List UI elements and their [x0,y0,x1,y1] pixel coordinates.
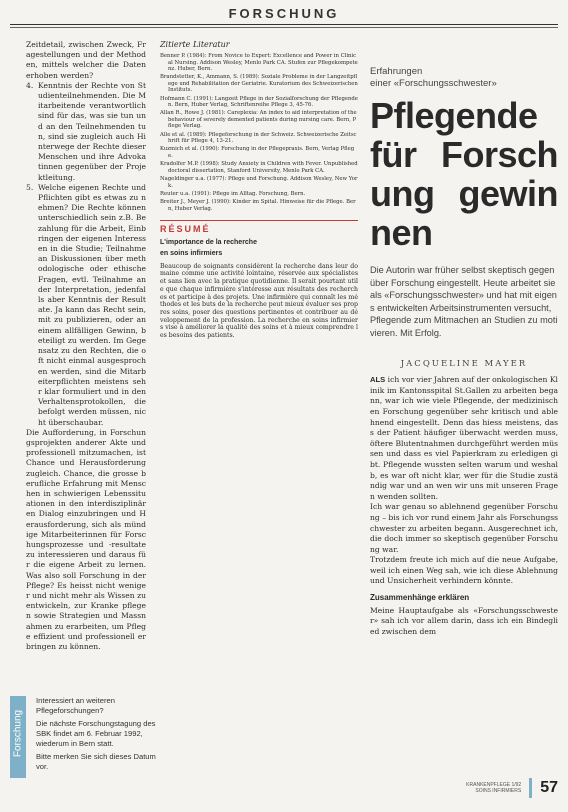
resume-box [160,220,358,340]
body-paragraph: Trotzdem freute ich mich auf die neue Aufgabe, weil ich einen Weg sah, wie ich diese Ablehnung und Unsicherheit verhindern könnte. [370,555,558,586]
list-item [26,81,146,183]
kicker-line: Erfahrungen [370,66,423,77]
article-author: JACQUELINE MAYER [400,359,528,369]
middle-column [160,40,358,340]
header-rule-thin [10,27,558,28]
body-paragraph: Ich war genau so ablehnend gegenüber Forschung – bis ich vor rund einem Jahr als Forschungsschwester zu arbeiten begann. Ausgerechnet ich, die doch immer so skeptisch gegenüber Forschung war. [370,502,558,554]
info-sidebar [10,696,160,778]
sidebar-text [36,696,156,775]
header-rule [10,24,558,25]
reference-item: Breiter J., Meyer J. (1990): Kinder im Spital. Hinweise für die Pflege. Bern, Huber Verlag. [160,199,356,212]
reference-item: Hofmann C. (1991): Langzeit Pflege in der Sozialforschung der Pflegenden. Bern, Huber Verlag, Schriftenreihe Pflege 3, 45-76. [160,95,358,109]
numbered-list [26,81,146,428]
left-conclusion: Die Aufforderung, in Forschungsprojekten anderer Akte und professionell mitzumachen, ist Chance und Herausforderung zugleich. Chance, die grosse berufliche Erfahrung mit Menschen in schwierigen Lebenssituationen in den interdisziplinären Dialog einzubringen und Herausforderung, sich als mündige Mitarbeiterinnen für Forschungsprozesse und -resultate zu interessieren und daraus für die eigene Arbeit zu lernen. Was also soll Forschung in der Pflege? Es heisst nicht weniger und nicht mehr als Wissen zu entwickeln, zur Kranke pflegen sowie Strategien und Massnahmen zu erarbeiten, um Pflege effizient und professionell erbringen zu können. [26,427,146,651]
footer-accent-bar [529,778,532,798]
list-number: 4. [26,80,34,90]
reference-item: Alle et al. (1989): Pflegeforschung in der Schweiz. Schweizerische Zeitschrift für Pflege 4, 13-21. [160,131,357,145]
article-headline: Pflegende für Forschung gewinnen [370,95,558,253]
sidebar-announcement: Die nächste Forschungstagung des SBK findet am 6. Februar 1992, wiederum in Bern statt. [36,719,156,748]
article-kicker [370,66,558,90]
article-lead: Die Autorin war früher selbst skeptisch gegenüber Forschung eingestellt. Heute arbeitet sie als «Forschungsschwester» und hat mit eigens entwickelten Arbeitsinstrumenten versucht, Pflegende zum Mitmachen an Studien zu motivieren. Mit Erfolg. [370,265,558,338]
right-column [370,40,558,637]
resume-label: RÉSUMÉ [160,224,211,235]
article-body [370,375,558,637]
body-paragraph: Meine Hauptaufgabe als «Forschungsschwester» sah ich vor allem darin, dass ich ein Bindeglied zwischen dem [370,605,558,636]
reference-list [160,53,358,212]
list-text: Welche eigenen Rechte und Pflichten gibt es etwas zu nehmen? Die Rechte können unterschiedlich sein z.B. Bezahlung für die Arbeit, Einbringen der eigenen Interessen in die Studie; Teilnahme an Diskussionen über methodologische oder ethische Fragen, evtl. Teilnahme an der Interpretation, jedenfalls aber Kenntnis der Resultate. Ja kann das Recht sein, mit zu publizieren, oder an einem allfälligen Gewinn, beteiligt zu werden. Im Gegensatz zu den Rechten, die oft nicht einmal ausgesprochen werden, sind die Mitarbeiterpflichten meistens sehr klar formuliert und in den Verhaltensprotokollen, die befolgt werden müssen, nicht überschaubar. [38,182,146,427]
resume-title: L'importance de la recherche [160,239,257,247]
list-number: 5. [26,182,34,192]
left-column [26,40,146,651]
reference-item: Kuzmich et al. (1990): Forschung in der Pflegepraxis. Bern, Verlag Pflege. [160,146,355,159]
resume-body: Beaucoup de soignants considèrent la recherche dans leur domaine comme une activité lointaine, réservée aux spécialistes et sans lien avec la pratique quotidienne. Il serait pourtant utile que chaque infirmière s'intéresse aux résultats des recherches et participe à des projets. Une infirmière qui connaît les méthodes et les buts de la recherche peut mieux évaluer ses propres soins, poser des questions pertinentes et contribuer au développement de la profession. La recherche en soins infirmiers vise à améliorer la qualité des soins et à mieux comprendre les besoins des patients. [160,262,358,340]
footer-source-line: SOINS INFIRMIERS [475,788,522,794]
sidebar-vertical-label: Forschung [12,709,24,758]
body-text: ich vor vier Jahren auf der onkologischen Klinik im Kantonsspital St.Gallen zu arbeiten begann, war ich wie viele Pflegende, der medizinischen Forschung gegenüber sehr kritisch und ablehnend eingestellt. Denn das hiess meistens, dass der Patient häufiger überwacht werden muss, öftere Blutentnahmen durchgeführt werden müssen und dass es viel Papierkram zu erledigen gibt. Pflegende wussten selten warum und weshalb, es war oft nicht klar, wer für die Studie zuständig war und an wen wir uns mit unseren Fragen wenden sollten. [370,375,559,501]
article-subheading: Zusammenhänge erklären [370,593,470,603]
page-number: 57 [540,779,558,796]
left-intro: Zeitdetail, zwischen Zweck, Fragestellungen und der Methoden, mittels welcher die Daten erhoben werden? [26,40,146,80]
page-footer [451,778,558,798]
sidebar-note: Bitte merken Sie sich dieses Datum vor. [36,752,156,771]
footer-source [451,782,521,794]
reference-item: Kradolfer M.P. (1998): Study Anxiety in Children with Fever. Unpublished doctoral dissertation, Stanford University, Menlo Park CA. [160,161,358,174]
reference-item: Allan R., Rowe J. (1981): Careplexia: An index to aid interpretation of the behaviour of severely demented patients during nursing care. Bern, Pflege Verlag. [160,110,357,130]
reference-item: Brandstetter, K., Ammann, S. (1989): Soziale Probleme in der Langzeitpflege und Rehabilitation der Geriatrie. Kuratorium des Schweizerischen Instituts. [160,74,358,94]
section-title: FORSCHUNG [228,6,340,21]
resume-subtitle: en soins infirmiers [160,249,223,257]
literature-heading: Zitierte Literatur [160,40,230,49]
lead-word: ALS [370,375,386,385]
page-header [0,0,568,30]
list-item [26,183,146,428]
sidebar-vertical-tab [10,696,26,778]
kicker-line: einer «Forschungsschwester» [370,78,497,89]
sidebar-question: Interessiert an weiteren Pflegeforschungen? [36,696,115,715]
footer-source-line: KRANKENPFLEGE 1/92 [466,782,522,788]
reference-item: Reuter u.a. (1991): Pflege im Alltag. Forschung, Bern. [160,190,306,197]
reference-item: Benner P. (1984): From Novice to Expert: Excellence and Power in Clinical Nursing. Addison Wesley, Menlo Park CA. Stufen zur Pflegekompetenz. Huber, Bern. [160,53,358,73]
reference-item: Nageldinger u.a. (1977): Pflege und Forschung. Addison Wesley, New York. [160,176,358,189]
list-text: Kenntnis der Rechte von Studienteilnehmenden. Die Mitarbeitende verantwortlich sind für das, was sie tun und an den Teilnehmenden tun, sind sie zugleich auch Hinterwege der Rechte dieser Menschen und ihre Advokatinnen gegenüber der Projektleitung. [38,80,146,182]
body-paragraph [370,375,558,502]
